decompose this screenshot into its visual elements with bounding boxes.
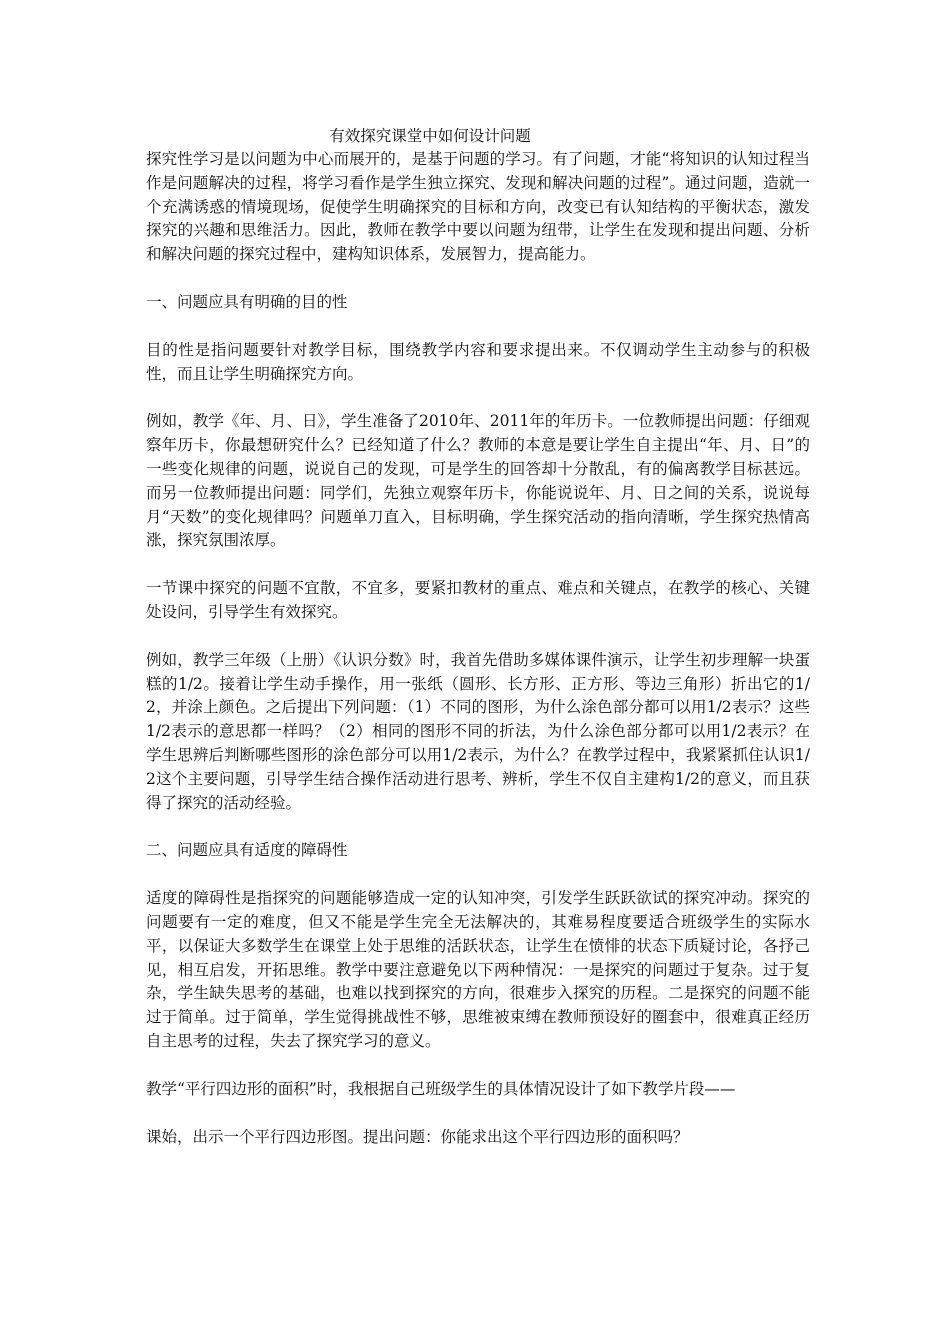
document-body: [146, 148, 810, 1173]
section-heading-1: 一、问题应具有明确的目的性: [146, 292, 348, 311]
body-paragraph: 教学“平行四边形的面积”时，我根据自己班级学生的具体情况设计了如下教学片段——: [146, 1079, 736, 1098]
body-paragraph: 课始，出示一个平行四边形图。提出问题：你能求出这个平行四边形的面积吗？: [146, 1127, 689, 1146]
section-heading-2: 二、问题应具有适度的障碍性: [146, 841, 348, 860]
body-paragraph: 一节课中探究的问题不宜散，不宜多，要紧扣教材的重点、难点和关键点，在教学的核心、关键处设问，引导学生有效探究。: [146, 579, 810, 621]
body-paragraph: 目的性是指问题要针对教学目标，围绕教学内容和要求提出来。不仅调动学生主动参与的积极性，而且让学生明确探究方向。: [146, 340, 810, 383]
document-title: 有效探究课堂中如何设计问题: [329, 127, 531, 145]
intro-paragraph: 探究性学习是以问题为中心而展开的，是基于问题的学习。有了问题，才能“将知识的认知过程当作是问题解决的过程，将学习看作是学生独立探究、发现和解决问题的过程”。通过问题，造就一个充满诱惑的情境现场，促使学生明确探究的目标和方向，改变已有认知结构的平衡状态，激发探究的兴趣和思维活力。因此，教师在教学中要以问题为纽带，让学生在发现和提出问题、分析和解决问题的探究过程中，建构知识体系，发展智力，提高能力。: [146, 150, 810, 264]
example-paragraph: 例如，教学三年级（上册）《认识分数》时，我首先借助多媒体课件演示，让学生初步理解一块蛋糕的1/2。接着让学生动手操作，用一张纸（圆形、长方形、正方形、等边三角形）折出它的1/2，并涂上颜色。之后提出下列问题：（1）不同的图形，为什么涂色部分都可以用1/2表示？这些1/2表示的意思都一样吗？（2）相同的图形不同的折法，为什么涂色部分都可以用1/2表示？在学生思辨后判断哪些图形的涂色部分可以用1/2表示，为什么？在教学过程中，我紧紧抓住认识1/2这个主要问题，引导学生结合操作活动进行思考、辨析，学生不仅自主建构1/2的意义，而且获得了探究的活动经验。: [146, 650, 810, 812]
body-paragraph: 适度的障碍性是指探究的问题能够造成一定的认知冲突，引发学生跃跃欲试的探究冲动。探究的问题要有一定的难度，但又不能是学生完全无法解决的，其难易程度要适合班级学生的实际水平，以保证大多数学生在课堂上处于思维的活跃状态，让学生在愤悱的状态下质疑讨论，各抒己见，相互启发，开拓思维。教学中要注意避免以下两种情况：一是探究的问题过于复杂。过于复杂，学生缺失思考的基础，也难以找到探究的方向，很难步入探究的历程。二是探究的问题不能过于简单。过于简单，学生觉得挑战性不够，思维被束缚在教师预设好的圈套中，很难真正经历自主思考的过程，失去了探究学习的意义。: [146, 889, 810, 1050]
example-paragraph: 例如，教学《年、月、日》，学生准备了2010年、2011年的年历卡。一位教师提出问题：仔细观察年历卡，你最想研究什么？已经知道了什么？教师的本意是要让学生自主提出“年、月、日”的一些变化规律的问题，说说自己的发现，可是学生的回答却十分散乱，有的偏离教学目标甚远。而另一位教师提出问题：同学们，先独立观察年历卡，你能说说年、月、日之间的关系，说说每月“天数”的变化规律吗？问题单刀直入，目标明确，学生探究活动的指向清晰，学生探究热情高涨，探究氛围浓厚。: [146, 412, 810, 550]
